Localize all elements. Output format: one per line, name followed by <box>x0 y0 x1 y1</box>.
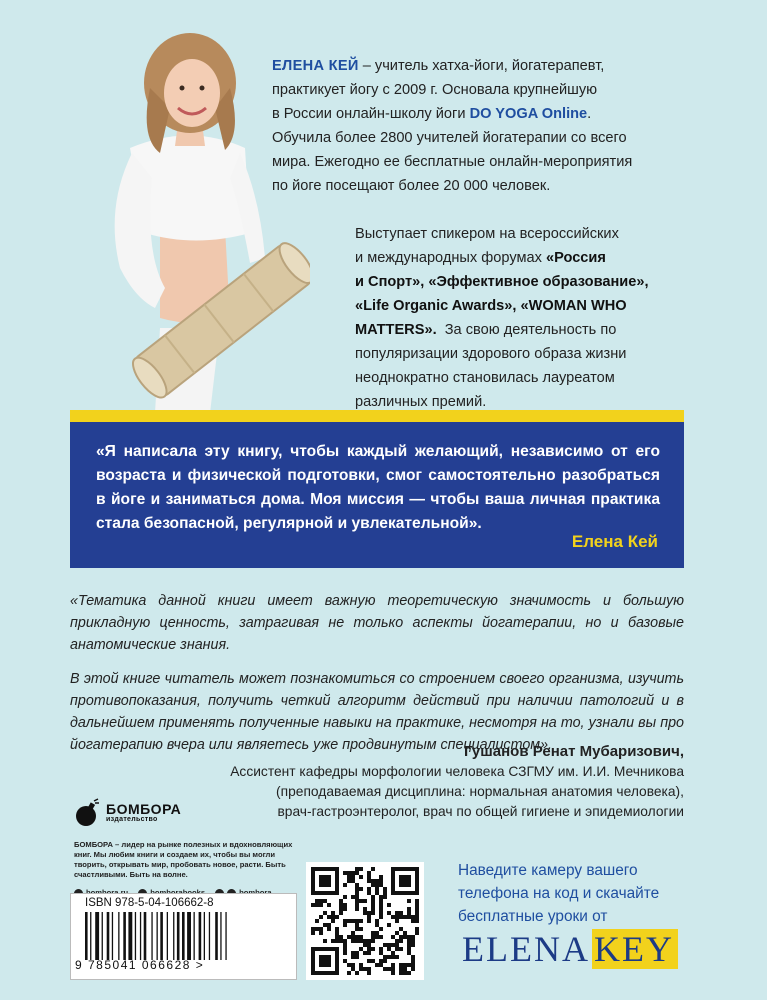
accent-strip <box>70 410 684 422</box>
qr-call-to-action: Наведите камеру вашего телефона на код и скачайте бесплатные уроки от <box>458 862 660 925</box>
reviewer-name: Гушанов Ренат Мубаризович, <box>463 743 684 760</box>
author-quote <box>70 422 684 568</box>
barcode-digits: 9 785041 066628 > <box>75 958 205 972</box>
author-achievements: Выступает спикером на всероссийских и международных форумах «Россия и Спорт», «Эффективное образование», «Life Organic Awards», «WOMAN WHO MATTERS». За свою деятельность по популяризации здорового образа жизни неоднократно становилась лауреатом различных премий. <box>355 226 649 410</box>
expert-review: «Тематика данной книги имеет важную теоретическую значимость и большую прикладную ценность, затрагивая не только аспекты йогатерапии, но и базовые анатомические знания. В этой книге читатель может познакомиться со строением своего организма, изучить противопоказания, получить четкий алгоритм действий при наличии патологий и в дальнейшем применять полученные навыки на практике, несмотря на то, узнали вы про йогатерапию вчера или являетесь уже продвинутым специалистом». <box>70 593 684 753</box>
publisher-logo: БОМБОРА издательство <box>74 798 309 828</box>
school-brand: DO YOGA Online <box>469 106 588 122</box>
publisher-info <box>74 798 309 898</box>
quote-text: «Я написала эту книгу, чтобы каждый желающий, независимо от его возраста и физической подготовки, смог самостоятельно разобраться в йоге и заниматься дома. Моя миссия — чтобы ваша личная практика стала безопасной, регулярной и увлекательной». <box>96 443 660 532</box>
bomb-icon <box>74 798 100 828</box>
qr-pattern <box>311 867 419 975</box>
qr-code[interactable] <box>306 862 424 980</box>
reviewer-signature: Гушанов Ренат Мубаризович, Ассистент кафедры морфологии человека СЗГМУ им. И.И. Мечникова (преподаваемая дисциплина: нормальная анатомия человека), врач-гастроэнтеролог, врач по общей гигиене и эпидемиологии <box>224 742 684 822</box>
author-name: ЕЛЕНА КЕЙ <box>272 58 359 74</box>
author-bio: ЕЛЕНА КЕЙ – учитель хатха-йоги, йогатерапевт, практикует йогу с 2009 г. Основала крупнейшую в России онлайн-школу йоги DO YOGA Online. Обучила более 2800 учителей йогатерапии со всего мира. Ежегодно ее бесплатные онлайн-мероприятия по йоге посещают более 20 000 человек. <box>272 58 633 194</box>
publisher-description: БОМБОРА – лидер на рынке полезных и вдохновляющих книг. Мы любим книги и создаем их, чтобы вы могли творить, открывать мир, пробовать новое, расти. Быть счастливыми. Быть на волне. <box>74 840 293 879</box>
isbn-label: ISBN 978-5-04-106662-8 <box>85 897 214 909</box>
barcode-bars <box>83 912 285 960</box>
isbn-barcode <box>70 893 297 980</box>
quote-author: Елена Кей <box>571 532 658 551</box>
elena-key-logo: ELENA KEY <box>462 928 678 970</box>
